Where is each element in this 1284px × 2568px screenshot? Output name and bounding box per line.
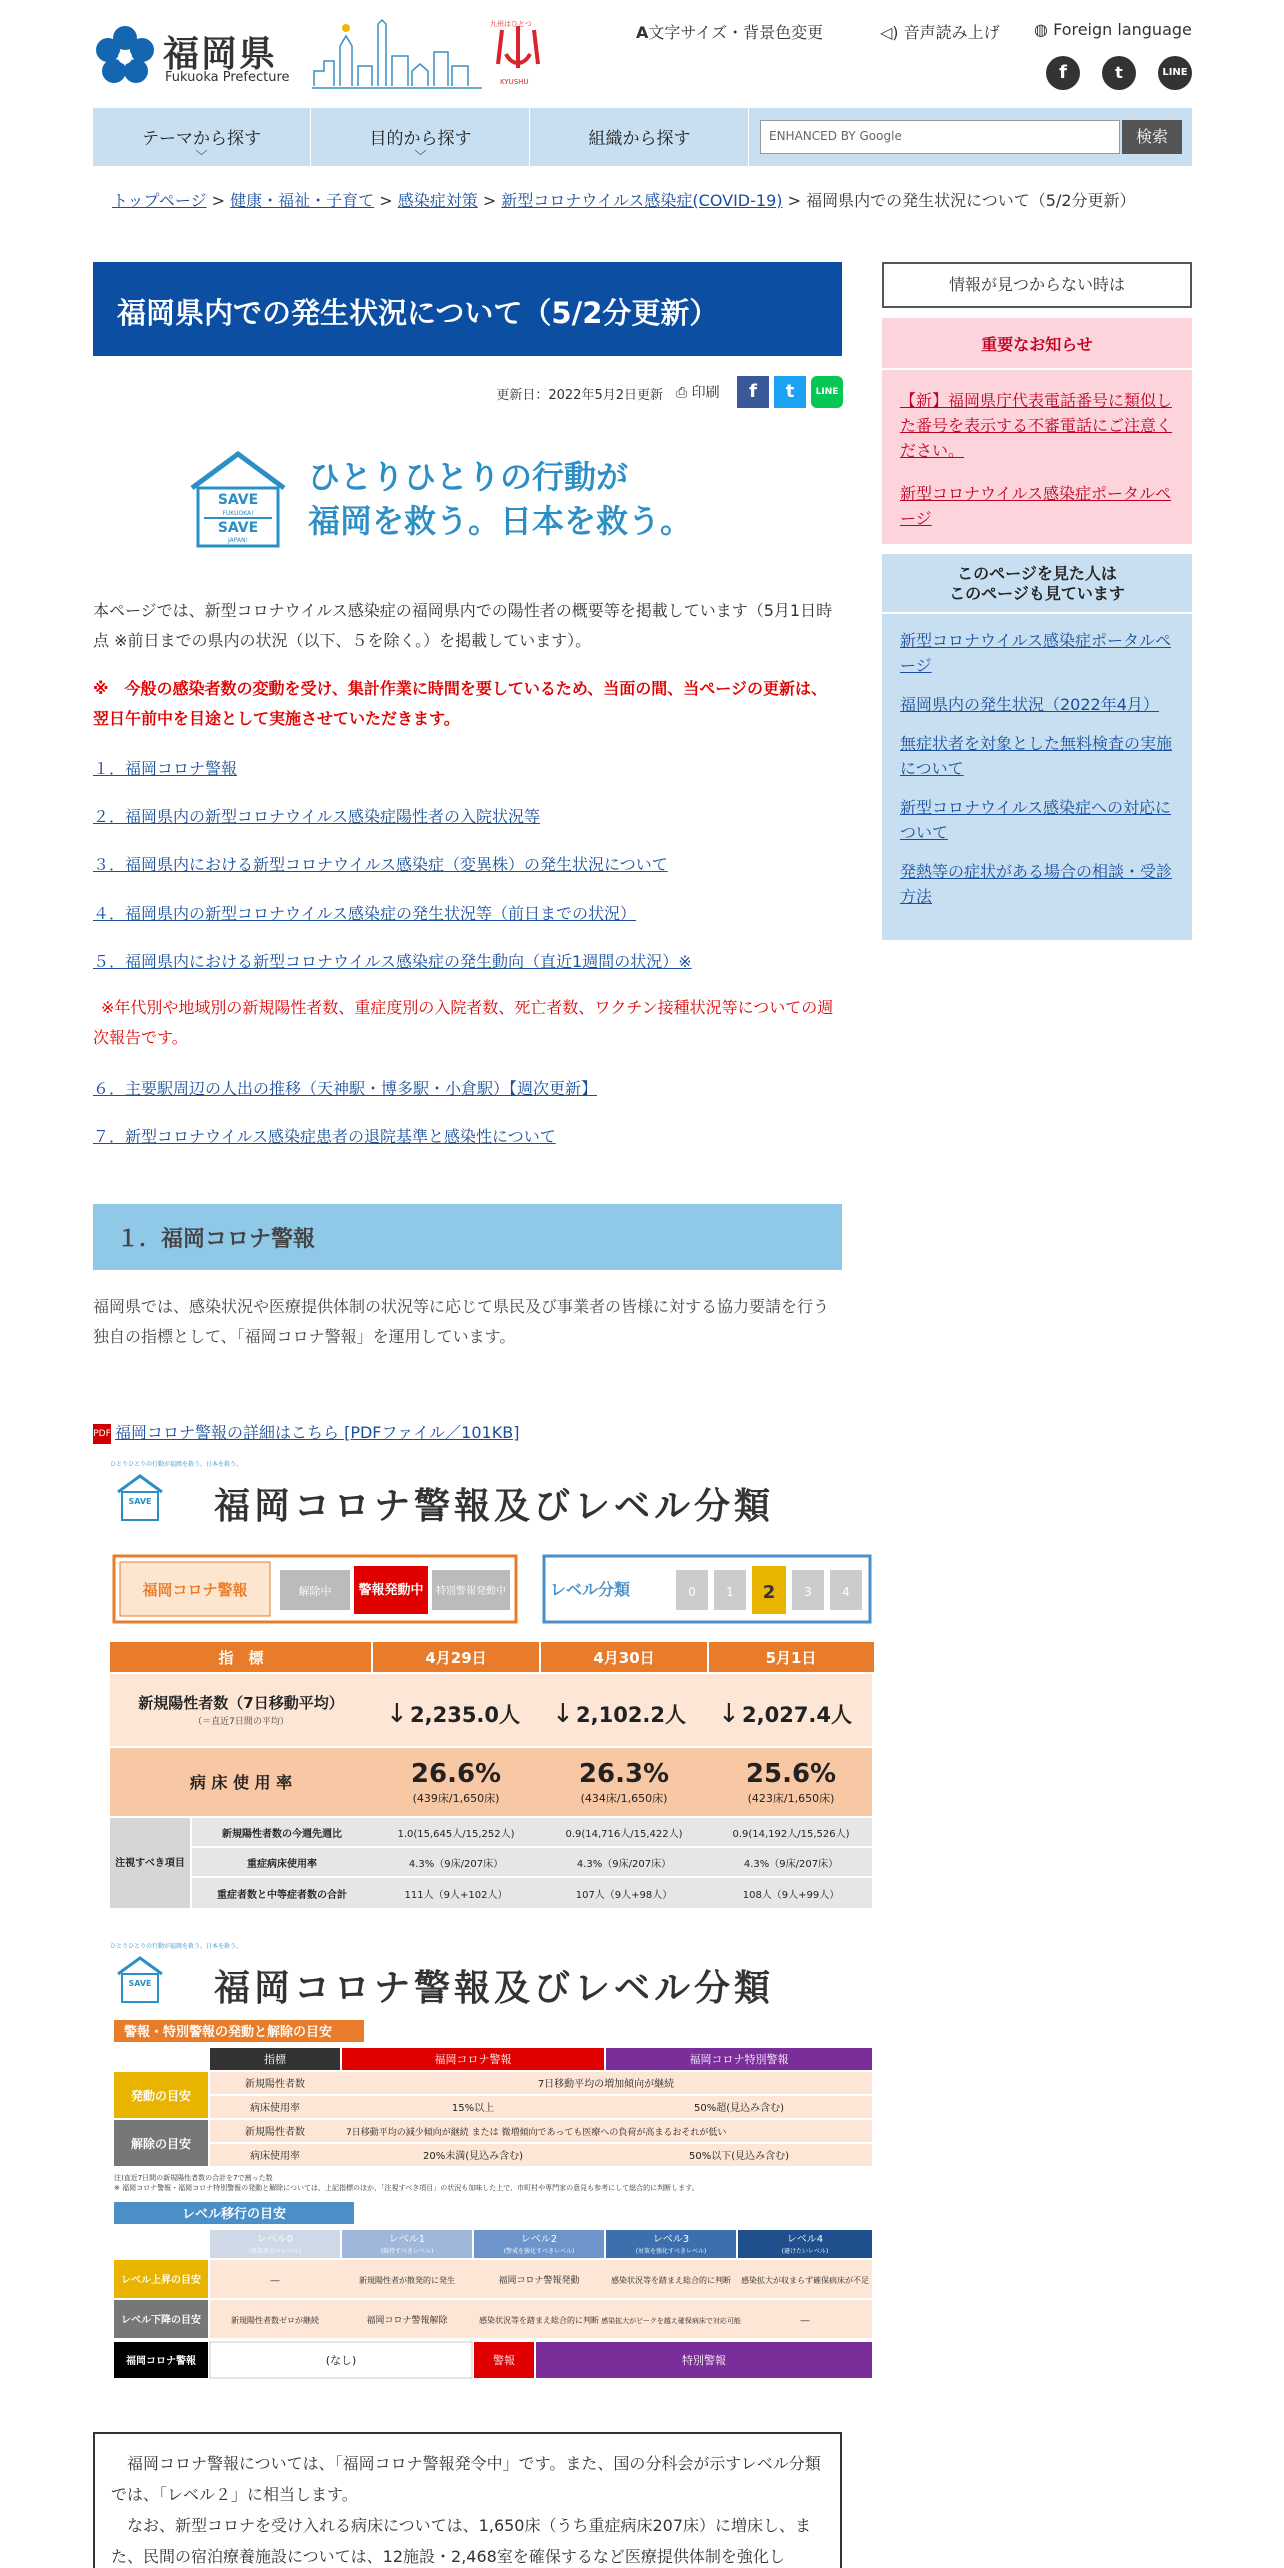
breadcrumb-current: 福岡県内での発生状況について（5/2分更新） [806,191,1136,210]
share-facebook-icon[interactable]: f [737,376,769,408]
updated-date: 更新日：2022年5月2日更新 [496,388,663,403]
info1-bed-detail-1: (434床/1,650床) [580,1792,668,1805]
info1-th-0: 指 標 [218,1649,264,1667]
nav-organization[interactable] [531,108,749,166]
info1-watch-2-v2: 108人（9人+99人） [742,1890,840,1901]
breadcrumb-health[interactable]: 健康・福祉・子育て [230,191,375,210]
facebook-icon[interactable]: f [1046,56,1080,90]
print-button[interactable] [676,382,720,402]
info1-bed-2: 25.6% [745,1759,837,1789]
info2-trigger-label: 発動の目安 [130,2089,192,2103]
info2-rel-1-special: 50%以下(見込み含む) [688,2151,790,2162]
breadcrumb-covid[interactable]: 新型コロナウイルス感染症(COVID-19) [501,191,783,210]
also-viewed-box [882,554,1192,940]
info1-alert-state-1: 警報発動中 [358,1583,424,1598]
pdf-icon: PDF [93,1424,111,1444]
info1-watch-0-v0: 1.0(15,645人/15,252人) [397,1829,515,1840]
nav-purpose-label: 目的から探す [369,129,472,149]
info1-alert-state-2: 特別警報発動中 [436,1586,506,1597]
info2-rel-0-ind: 新規陽性者数 [245,2127,305,2138]
info1-watch-1-label: 重症病床使用率 [247,1859,317,1870]
breadcrumb-infection[interactable]: 感染症対策 [397,191,478,210]
also-link-2[interactable]: 福岡県内の発生状況（2022年4月） [900,695,1159,714]
info1-watch-2-label: 重症者数と中等症者数の合計 [217,1890,347,1901]
text-size-link[interactable] [636,20,823,43]
search-input[interactable]: ENHANCED BY Google [760,120,1120,154]
info1-row-new-sub: （＝直近7日間の平均） [193,1717,289,1727]
info2-level-section: レベル移行の目安 [181,2207,287,2222]
printer-icon: ⎙ [676,385,688,401]
skyline-illustration [312,16,562,94]
info2-lv-0: レベル0 [256,2234,294,2245]
info2-title: 福岡コロナ警報及びレベル分類 [214,1968,775,2009]
info2-rel-1-alert: 20%未満(見込み含む) [422,2151,524,2162]
important-link-phone[interactable]: 【新】福岡県庁代表電話番号に類似した番号を表示する不審電話にご注意ください。 [900,391,1173,460]
info1-level-0: 0 [688,1585,696,1599]
info1-watch-1-v2: 4.3%（9床/207床） [743,1859,839,1870]
toc-link-5[interactable]: ５．福岡県内における新型コロナウイルス感染症の発生動向（直近1週間の状況）※ [93,952,692,971]
toc-link-2[interactable]: ２．福岡県内の新型コロナウイルス感染症陽性者の入院状況等 [93,807,541,826]
info2-bottom-0: (なし) [325,2354,357,2367]
info2-down-3: 感染拡大がピークを越え確保病床で対応可能 [601,2317,741,2325]
info2-rel-1-ind: 病床使用率 [250,2151,300,2162]
save-slogan-2: 福岡を救う。日本を救う。 [308,502,693,540]
info1-watch-1-v1: 4.3%（9床/207床） [576,1859,672,1870]
save-fukuoka-banner [188,448,768,548]
info1-row-bed-label: 病 床 使 用 率 [189,1773,293,1792]
svg-text:九州はひとつ: 九州はひとつ [490,20,532,28]
info2-down-1: 福岡コロナ警報解除 [366,2316,448,2326]
info1-alert-state-0: 解除中 [298,1585,332,1598]
breadcrumb [112,188,1192,211]
notice-paragraph-2: なお、新型コロナを受け入れる病床については、1,650床（うち重症病床207床）に増床し、また、民間の宿泊療養施設については、12施設・2,468室を確保するなど医療提供体制を強化し [111,2516,812,2566]
nav-theme[interactable] [93,108,311,166]
notice-paragraph-1: 福岡コロナ警報については、「福岡コロナ警報発令中」です。また、国の分科会が示すレベル分類では、「レベル２」に相当します。 [111,2454,821,2504]
info2-footnote-2: ※ 福岡コロナ警報・福岡コロナ特別警報の発動と解除については、上記指標のほか、「注視すべき項目」の状況も加味した上で、市町村や専門家の意見も参考にして総合的に判断します。 [114,2184,699,2192]
info2-lv-2: レベル2 [520,2234,558,2245]
save-line-4: JAPAN! [227,537,249,544]
toc-link-1[interactable]: １．福岡コロナ警報 [93,759,238,778]
also-link-5[interactable]: 発熱等の症状がある場合の相談・受診方法 [900,862,1173,906]
info1-bed-detail-0: (439床/1,650床) [412,1792,500,1805]
kyushu-banner[interactable] [312,16,562,94]
breadcrumb-separator: > [211,191,226,210]
also-link-3[interactable]: 無症状者を対象とした無料検査の実施について [900,734,1173,778]
intro-text: 本ページでは、新型コロナウイルス感染症の福岡県内での陽性者の概要等を掲載しています（5月1日時点 ※前日までの県内の状況（以下、５を除く。）を掲載しています）。 [93,601,833,650]
pdf-link-text[interactable]: 福岡コロナ警報の詳細はこちら [PDFファイル／101KB] [115,1423,520,1442]
toc-link-6[interactable]: ６．主要駅周辺の人出の推移（天神駅・博多駅・小倉駅）【週次更新】 [93,1079,598,1098]
chevron-down-icon: ﹀ [195,149,208,163]
alert-status-notice [93,2432,842,2568]
header-utility-links [636,20,1194,50]
info1-watch-0-v2: 0.9(14,192人/15,526人) [732,1829,850,1840]
important-notice-box [882,318,1192,544]
line-icon[interactable]: LINE [1158,56,1192,90]
save-house-logo [188,448,768,548]
info2-bottom-2: 特別警報 [682,2354,726,2367]
breadcrumb-top[interactable]: トップページ [112,191,207,210]
save-line-2: FUKUOKA! [222,510,254,517]
info1-watch-1-v0: 4.3%（9床/207床） [408,1859,504,1870]
info2-trig-0-ind: 新規陽性者数 [245,2079,305,2090]
info1-alert-label: 福岡コロナ警報 [142,1581,248,1599]
info2-subtitle: 警報・特別警報の発動と解除の目安 [124,2025,333,2040]
site-logo[interactable] [93,24,298,88]
also-viewed-title-1: このページを見た人は [957,564,1117,583]
svg-text:KYUSHU: KYUSHU [500,78,529,86]
chevron-down-icon: ﹀ [414,149,427,163]
info1-watch-0-v1: 0.9(14,716人/15,422人) [565,1829,683,1840]
info2-bottom-label: 福岡コロナ警報 [126,2356,196,2367]
breadcrumb-separator: > [379,191,393,210]
info1-bed-0: 26.6% [410,1759,502,1789]
breadcrumb-separator: > [787,191,802,210]
text-size-label: 文字サイズ・背景色変更 [648,23,824,42]
logo-text-jp: 福岡県 [163,33,278,75]
save-line-3: SAVE [217,520,259,536]
info1-bed-1: 26.3% [578,1759,670,1789]
global-nav [93,108,1192,166]
also-link-1[interactable]: 新型コロナウイルス感染症ポータルページ [900,631,1172,675]
info1-level-3: 3 [804,1585,812,1599]
not-found-button[interactable]: 情報が見つからない時は [882,262,1192,308]
info1-th-3: 5月1日 [765,1649,817,1667]
info2-tag: ひとりひとりの行動が福岡を救う。日本を救う。 [110,1943,243,1950]
info2-trig-0-alert: 7日移動平均の増加傾向が継続 [537,2079,675,2090]
info2-lv-sub-2: (警戒を強化すべきレベル) [503,2248,575,2255]
alert-criteria-image [110,1940,874,2384]
info1-title: 福岡コロナ警報及びレベル分類 [214,1486,775,1527]
pdf-link[interactable] [93,1420,519,1444]
info1-level-2: 2 [762,1582,776,1603]
info2-save-logo [118,1958,162,1974]
info2-save-text: SAVE [128,1979,152,1988]
toc-link-3[interactable]: ３．福岡県内における新型コロナウイルス感染症（変異株）の発生状況について [93,855,668,874]
info1-save-text: SAVE [128,1497,152,1506]
globe-icon: ◍ [1034,20,1048,39]
info1-level-4: 4 [842,1585,850,1599]
info2-col-0: 指標 [264,2053,286,2066]
info2-release-label: 解除の目安 [130,2137,192,2151]
also-viewed-title-2: このページも見ています [949,584,1125,603]
info2-down-label: レベル下降の目安 [121,2315,201,2326]
nav-purpose[interactable] [312,108,530,166]
foreign-language-link[interactable] [1034,20,1192,39]
save-slogan-1: ひとりひとりの行動が [308,458,629,496]
info2-down-4: ― [800,2316,810,2326]
plum-flower-icon [93,24,157,88]
corona-alert-status-image [110,1458,874,1908]
save-line-1: SAVE [217,492,259,508]
info1-level-label: レベル分類 [549,1580,631,1599]
important-link-portal[interactable]: 新型コロナウイルス感染症ポータルページ [900,484,1172,528]
info1-save-logo [118,1476,162,1492]
toc-link-4[interactable]: ４．福岡県内の新型コロナウイルス感染症の発生状況等（前日までの状況） [93,904,637,923]
info1-level-1: 1 [726,1585,734,1599]
section-heading: １．福岡コロナ警報 [93,1204,842,1270]
read-aloud-label: 音声読み上げ [903,23,1000,42]
search-button[interactable]: 検索 [1122,120,1182,154]
info1-watch-2-v0: 111人（9人+102人） [404,1890,508,1901]
info2-lv-sub-0: (感染者ゼロレベル) [248,2248,302,2255]
update-notice: ※ 今般の感染者数の変動を受け、集計作業に時間を要しているため、当面の間、当ページの更新は、翌日午前中を目途として実施させていただきます。 [93,679,827,728]
text-size-icon: A [636,23,649,42]
breadcrumb-separator: > [482,191,497,210]
info2-trig-1-ind: 病床使用率 [250,2103,300,2114]
info2-col-1: 福岡コロナ警報 [434,2053,512,2066]
info1-new-1: 2,102.2人 [576,1703,687,1727]
info2-up-0: ― [270,2276,280,2286]
info2-lv-4: レベル4 [786,2234,824,2245]
info2-footnote-1: 注)直近7日間の新規陽性者数の合計を7で割った数 [114,2174,273,2182]
info1-tag: ひとりひとりの行動が福岡を救う。日本を救う。 [110,1461,243,1468]
also-link-4[interactable]: 新型コロナウイルス感染症への対応について [900,798,1172,842]
info2-lv-sub-1: (維持すべきレベル) [380,2248,434,2255]
info1-th-1: 4月29日 [425,1649,487,1667]
page-title: 福岡県内での発生状況について（5/2分更新） [93,262,842,356]
info2-up-3: 感染状況等を踏まえ総合的に判断 [611,2276,731,2285]
foreign-language-label: Foreign language [1053,20,1192,39]
info2-lv-sub-4: (避けたいレベル) [781,2248,829,2255]
info1-watch-2-v1: 107人（9人+98人） [575,1890,673,1901]
info2-bottom-1: 警報 [493,2354,515,2367]
print-label: 印刷 [691,385,720,401]
info1-row-new-label: 新規陽性者数（7日移動平均） [138,1694,344,1712]
info1-watch-label: 注視すべき項目 [115,1858,185,1869]
toc-link-7[interactable]: ７．新型コロナウイルス感染症患者の退院基準と感染性について [93,1127,556,1146]
info2-down-0: 新規陽性者数ゼロが継続 [231,2316,319,2325]
logo-text-en: Fukuoka Prefecture [165,70,290,85]
info2-lv-sub-3: (対策を強化すべきレベル) [635,2248,707,2255]
info2-lv-3: レベル3 [652,2234,690,2245]
info1-new-2: 2,027.4人 [742,1703,853,1727]
read-aloud-link[interactable] [880,20,1000,43]
info2-down-2: 感染状況等を踏まえ総合的に判断 [479,2316,599,2325]
info2-trig-1-alert: 15%以上 [451,2103,495,2114]
info1-bed-detail-2: (423床/1,650床) [747,1792,835,1805]
down-arrow-icon: ↓ [552,1699,574,1729]
info2-lv-1: レベル1 [388,2234,426,2245]
nav-organization-label: 組織から探す [588,129,691,149]
share-twitter-icon[interactable]: t [774,376,806,408]
share-line-icon[interactable]: LINE [811,376,843,408]
info2-up-label: レベル上昇の目安 [121,2275,201,2286]
info2-trig-1-special: 50%超(見込み含む) [693,2103,785,2114]
twitter-icon[interactable]: t [1102,56,1136,90]
speaker-icon: ◁) [880,23,899,42]
info1-new-0: 2,235.0人 [410,1703,521,1727]
section1-text: 福岡県では、感染状況や医療提供体制の状況等に応じて県民及び事業者の皆様に対する協力要請を行う独自の指標として、「福岡コロナ警報」を運用しています。 [93,1297,830,1346]
also-viewed-title [882,554,1192,614]
down-arrow-icon: ↓ [718,1699,740,1729]
info2-up-2: 福岡コロナ警報発動 [498,2276,580,2286]
nav-theme-label: テーマから探す [142,129,261,149]
down-arrow-icon: ↓ [386,1699,408,1729]
toc-note: ※年代別や地域別の新規陽性者数、重症度別の入院者数、死亡者数、ワクチン接種状況等についての週次報告です。 [93,998,834,1047]
info2-col-2: 福岡コロナ特別警報 [689,2053,789,2066]
info2-up-4: 感染拡大が収まらず確保病床が不足 [741,2276,869,2285]
info2-up-1: 新規陽性者が散発的に発生 [359,2276,455,2285]
info1-watch-0-label: 新規陽性者数の今週先週比 [222,1829,342,1840]
info2-rel-0-alert: 7日移動平均の減少傾向が継続 または 微増傾向であっても医療への負荷が高まるおそれが低い [346,2128,727,2138]
important-title: 重要なお知らせ [882,318,1192,370]
info1-th-2: 4月30日 [593,1649,655,1667]
